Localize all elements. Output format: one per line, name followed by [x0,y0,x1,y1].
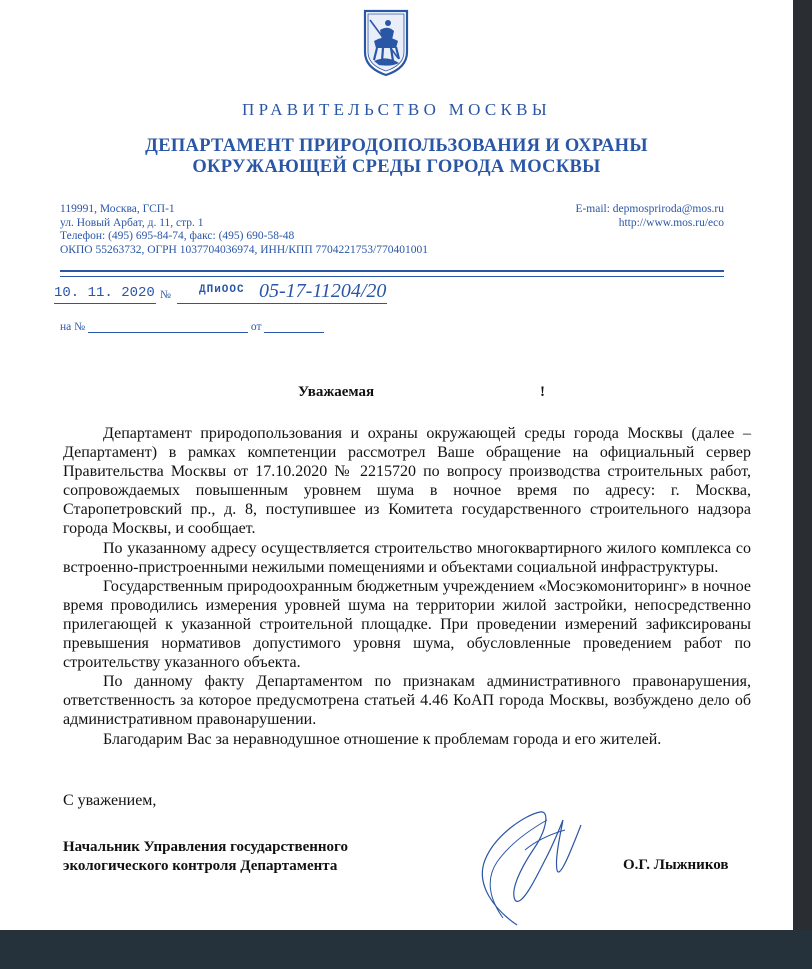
viewer-side-panel [793,0,812,930]
registration-date: 10. 11. 2020 [54,285,156,304]
closing-phrase: С уважением, [63,792,157,809]
contacts [575,203,724,230]
body-paragraph: Благодарим Вас за неравнодушное отношение к проблемам города и его жителей. [103,730,662,748]
body-paragraph: По указанному адресу осуществляется строительство многоквартирного жилого комплекса со встроенно-пристроенными нежилыми помещениями и объектами социальной инфраструктуры. [63,539,751,576]
body-paragraph: Государственным природоохранным бюджетным учреждением «Мосэкомониторинг» в ночное время проводились измерения уровней шума на территории жилой застройки, непосредственно прилегающей к указанной строительной площадке. При проведении измерений зафиксированы превышения нормативов допустимого уровня шума, обусловленные проведением работ по строительству указанного объекта. [63,577,751,672]
body-paragraph: Департамент природопользования и охраны окружающей среды города Москвы (далее – Департамент) в рамках компетенции рассмотрел Ваше обращение на официальный сервер Правительства Москвы от 17.10.2020 № 2215720 по вопросу производства строительных работ, сопровождаемых повышенным уровнем шума в ночное время по адресу: г. Москва, Старопетровский пр., д. 8, поступившее из Комитета государственного строительного надзора города Москвы, и сообщает. [63,425,751,538]
body-paragraph: По данному факту Департаментом по признакам административного правонарушения, ответственность за которое предусмотрена статьей 4.46 КоАП города Москвы, возбуждено дело об административном правонарушении. [63,673,751,729]
signer-position-line: экологического контроля Департамента [63,858,338,874]
address-line: ул. Новый Арбат, д. 11, стр. 1 [60,216,204,229]
address-line: ОКПО 55263732, ОГРН 1037704036974, ИНН/КПП 7704221753/770401001 [60,243,428,256]
moscow-coat-of-arms-icon [361,8,411,78]
government-title: ПРАВИТЕЛЬСТВО МОСКВЫ [242,100,551,119]
email-address: E-mail: depmospriroda@mos.ru [575,203,724,215]
viewer-bottom-bar [0,930,812,969]
registration-stamp: ДПиООС [199,284,245,296]
website-url: http://www.mos.ru/eco [618,216,724,229]
letterhead-divider [60,270,724,272]
signer-position [63,838,348,876]
letterhead-divider-thin [60,276,724,277]
address-line: 119991, Москва, ГСП-1 [60,203,175,215]
postal-address [60,203,428,257]
salutation-text: Уважаемая [298,384,375,400]
reference-line [60,321,324,333]
registration-number: 05-17-11204/20 [259,280,387,302]
letter-body [63,424,751,749]
number-sign: № [160,289,171,301]
department-title-line: ДЕПАРТАМЕНТ ПРИРОДОПОЛЬЗОВАНИЯ И ОХРАНЫ [145,136,648,156]
signer-name: О.Г. Лыжников [623,857,729,873]
registration-line [54,281,454,305]
salutation-exclamation: ! [540,384,545,400]
reference-from-label: от [250,321,262,333]
address-line: Телефон: (495) 695-84-74, факс: (495) 690-58-48 [60,230,295,242]
department-title [0,136,793,178]
reference-date-blank [264,321,324,333]
signer-position-line: Начальник Управления государственного [63,839,348,855]
reference-number-blank [88,321,248,333]
reference-label: на № [60,321,86,333]
registration-number-field [177,281,387,304]
department-title-line: ОКРУЖАЮЩЕЙ СРЕДЫ ГОРОДА МОСКВЫ [192,157,601,177]
handwritten-signature [455,790,595,930]
